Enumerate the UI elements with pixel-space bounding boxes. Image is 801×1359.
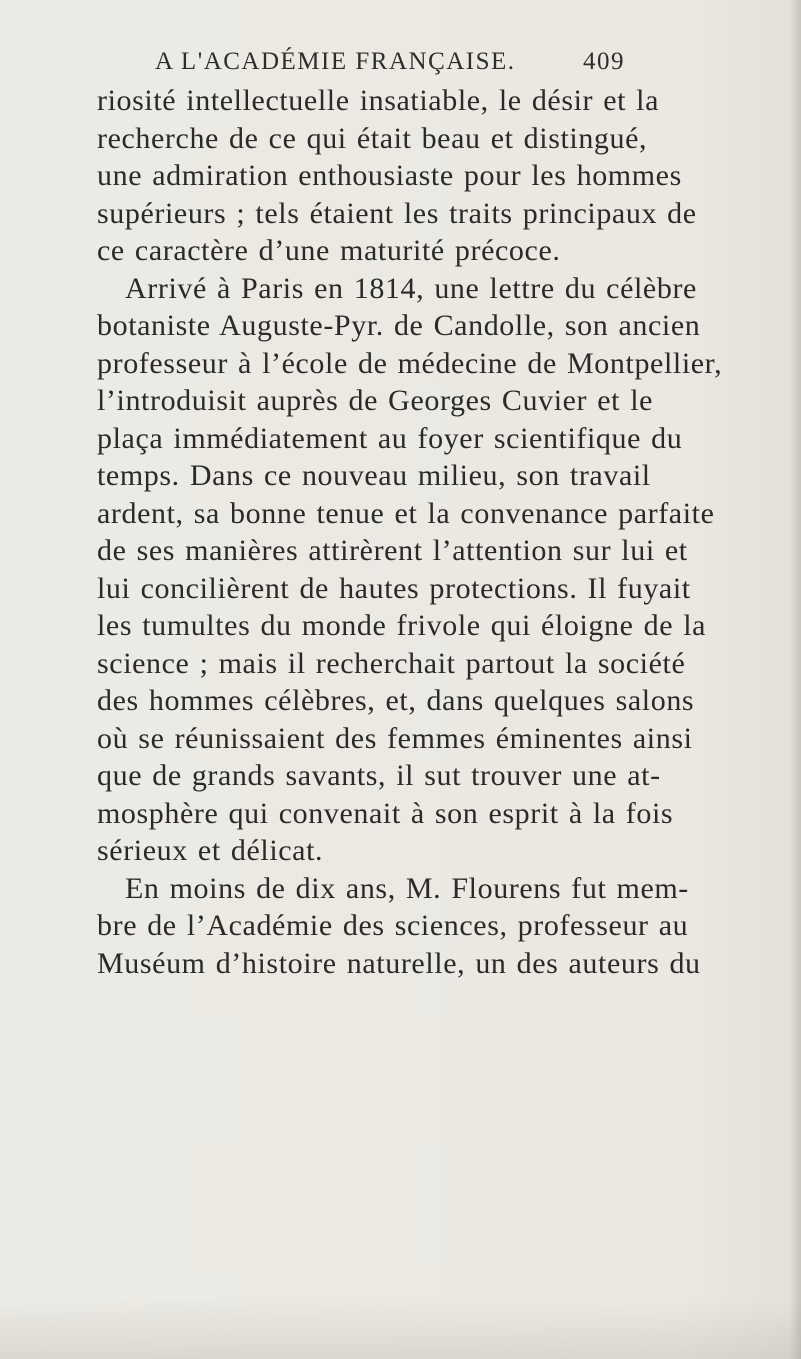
- running-head-title: A L'ACADÉMIE FRANÇAISE.: [155, 48, 516, 75]
- text-line: une admiration enthousiaste pour les hommes: [97, 159, 682, 192]
- text-line: Muséum d’histoire naturelle, un des auteurs du: [97, 946, 701, 980]
- text-line: ardent, sa bonne tenue et la convenance parfaite: [97, 496, 715, 530]
- text-line: temps. Dans ce nouveau milieu, son travail: [97, 459, 651, 492]
- text-line: science ; mais il recherchait partout la société: [97, 646, 686, 680]
- page-edge-shadow: [789, 0, 801, 1359]
- text-line: mosphère qui convenait à son esprit à la fois: [97, 796, 674, 830]
- text-line: supérieurs ; tels étaient les traits principaux de: [97, 196, 697, 230]
- text-line: lui concilièrent de hautes protections. Il fuyait: [97, 571, 691, 605]
- running-head: [155, 48, 625, 76]
- text-line: plaça immédiatement au foyer scientifique du: [97, 421, 683, 455]
- text-line: des hommes célèbres, et, dans quelques salons: [97, 684, 695, 717]
- text-line: ce caractère d’une maturité précoce.: [97, 234, 561, 267]
- text-line: riosité intellectuelle insatiable, le désir et la: [97, 84, 660, 117]
- text-line: les tumultes du monde frivole qui éloigne de la: [97, 609, 707, 642]
- text-line: professeur à l’école de médecine de Montpellier,: [97, 346, 723, 380]
- text-line: En moins de dix ans, M. Flourens fut mem-: [125, 871, 689, 905]
- body-text: [97, 82, 723, 982]
- text-line: recherche de ce qui était beau et distingué,: [97, 121, 648, 155]
- page-bottom-shadow: [0, 1299, 801, 1359]
- text-line: sérieux et délicat.: [97, 834, 324, 867]
- text-line: l’introduisit auprès de Georges Cuvier et le: [97, 384, 654, 417]
- text-line: botaniste Auguste-Pyr. de Candolle, son ancien: [97, 309, 701, 342]
- page-number: 409: [583, 48, 625, 75]
- text-line: que de grands savants, il sut trouver une at-: [97, 759, 661, 792]
- text-line: où se réunissaient des femmes éminentes ainsi: [97, 721, 693, 755]
- text-line: de ses manières attirèrent l’attention sur lui et: [97, 534, 688, 567]
- text-line: Arrivé à Paris en 1814, une lettre du célèbre: [125, 271, 697, 305]
- text-line: bre de l’Académie des sciences, professeur au: [97, 909, 689, 942]
